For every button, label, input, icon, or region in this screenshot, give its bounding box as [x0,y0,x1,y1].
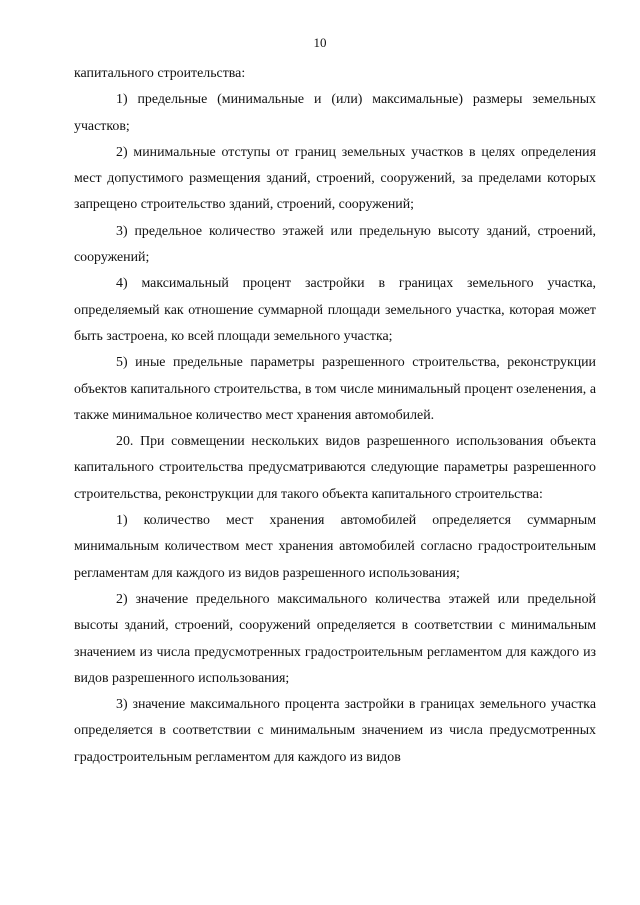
paragraph-20-item-2-floors: 2) значение предельного максимального количества этажей или предельной высоты зданий, строений, сооружений определяется в соответствии с минимальным значением из числа предусмотренных градостроительным регламентом для каждого из видов разрешенного использования; [74,591,596,686]
paragraph-item-2-min-setbacks: 2) минимальные отступы от границ земельных участков в целях определения мест допустимого размещения зданий, строений, сооружений, за пределами которых запрещено строительство зданий, строений, сооружений; [74,144,596,213]
document-body [74,61,596,771]
paragraph-continuation: капитального строительства: [74,66,246,81]
paragraph-item-5-other-parameters: 5) иные предельные параметры разрешенного строительства, реконструкции объектов капитального строительства, в том числе минимальный процент озеленения, а также минимальное количество мест хранения автомобилей. [74,355,596,423]
paragraph-item-3-floor-count: 3) предельное количество этажей или предельную высоту зданий, строений, сооружений; [74,223,596,266]
page-number: 10 [313,35,327,50]
paragraph-20-item-3-coverage: 3) значение максимального процента застройки в границах земельного участка определяется в соответствии с минимальным значением из числа предусмотренных градостроительным регламентом для каждого из видов [74,697,596,765]
paragraph-section-20: 20. При совмещении нескольких видов разрешенного использования объекта капитального строительства предусматриваются следующие параметры разрешенного строительства, реконструкции для такого объекта капитального строительства: [74,434,596,502]
paragraph-item-4-max-coverage: 4) максимальный процент застройки в границах земельного участка, определяемый как отношение суммарной площади земельного участка, которая может быть застроена, ко всей площади земельного участка; [74,276,596,344]
paragraph-20-item-1-parking: 1) количество мест хранения автомобилей определяется суммарным минимальным количеством мест хранения автомобилей согласно градостроительным регламентам для каждого из видов разрешенного использования; [74,513,596,581]
paragraph-item-1-land-plot-sizes: 1) предельные (минимальные и (или) максимальные) размеры земельных участков; [74,92,596,134]
